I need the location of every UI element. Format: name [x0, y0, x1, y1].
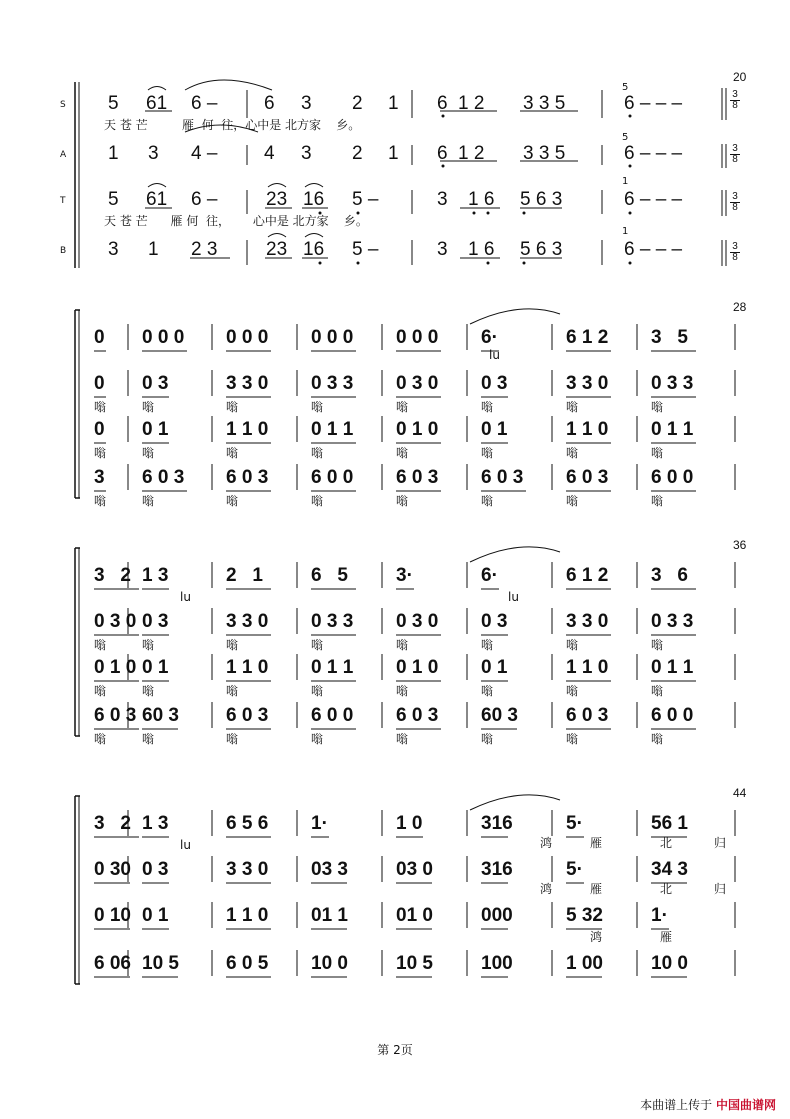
note: 100	[481, 953, 513, 974]
lyric: 鸿	[540, 836, 553, 850]
hum-lyric: 嗡	[94, 638, 107, 652]
lyric: 雁	[590, 836, 603, 850]
note: 10 5	[396, 953, 433, 974]
note: 0 1 1	[311, 657, 354, 678]
note: 1 3	[142, 565, 169, 586]
note: 0 0 0	[311, 327, 354, 348]
note: 23	[266, 239, 288, 260]
note: 6 0 0	[651, 705, 694, 726]
note: 316	[481, 813, 513, 834]
hum-lyric: 嗡	[396, 400, 409, 414]
note: 1 6	[468, 189, 495, 210]
grace-note: 1	[622, 226, 629, 237]
system-3	[0, 538, 790, 750]
note: 10 0	[651, 953, 688, 974]
upload-credit: 本曲谱上传于 中国曲谱网	[640, 1098, 776, 1112]
note: 3	[148, 143, 159, 164]
system-4	[0, 786, 790, 1006]
hum-lyric: 嗡	[651, 638, 664, 652]
note: 3 6	[651, 565, 688, 586]
note: 0 3	[142, 859, 169, 880]
grace-note: 1	[622, 176, 629, 187]
note: 34 3	[651, 859, 688, 880]
hum-lyric: 嗡	[226, 638, 239, 652]
note: 0 30	[94, 859, 131, 880]
note: 0 1 1	[651, 419, 694, 440]
note: 1	[108, 143, 119, 164]
note: 1 00	[566, 953, 603, 974]
hum-lyric: 嗡	[226, 684, 239, 698]
lyric-line: 天 苍 芒 雁 何 往，心中是 北方家 乡。	[104, 118, 361, 132]
note: 6 0 3	[226, 467, 269, 488]
note: 0 3	[481, 373, 508, 394]
note: 0 1	[142, 657, 169, 678]
note: 6 5 6	[226, 813, 269, 834]
hum-lyric: 嗡	[651, 684, 664, 698]
note: 16	[303, 239, 325, 260]
note: 1	[148, 239, 159, 260]
note: 3	[437, 239, 448, 260]
note: 0 0 0	[226, 327, 269, 348]
note: 0 1	[142, 905, 169, 926]
hum-lyric: 嗡	[566, 684, 579, 698]
hum-lyric: 嗡	[566, 446, 579, 460]
lu-lyric: lu	[489, 348, 500, 362]
note: 1	[388, 143, 399, 164]
hum-lyric: 嗡	[142, 446, 155, 460]
note: 3 2	[94, 565, 131, 586]
note: 3 2	[94, 813, 131, 834]
page-number: 第 2页	[377, 1043, 413, 1057]
note: 3 5	[651, 327, 688, 348]
note: 0	[94, 419, 105, 440]
note: 1·	[311, 813, 328, 834]
note: 0 1	[481, 419, 508, 440]
note: 6	[437, 143, 448, 164]
note: 5·	[566, 859, 583, 880]
note: 1 6	[468, 239, 495, 260]
voice-label-s: S	[60, 100, 66, 110]
hum-lyric: 嗡	[481, 684, 494, 698]
voice-label-b: B	[60, 246, 67, 256]
note: 03 0	[396, 859, 433, 880]
note: 3 3 0	[226, 859, 269, 880]
note: 10 0	[311, 953, 348, 974]
note: 0 3 3	[311, 373, 354, 394]
note: 61	[146, 93, 168, 114]
note: 3	[301, 143, 312, 164]
note: 3 3 5	[523, 93, 566, 114]
note: 1 1 0	[566, 657, 609, 678]
hum-lyric: 嗡	[94, 494, 107, 508]
note: 2 1	[226, 565, 263, 586]
time-signature: 3 8	[730, 90, 740, 111]
note: 6 0 3	[142, 467, 185, 488]
hum-lyric: 嗡	[651, 494, 664, 508]
time-signature: 3 8	[730, 192, 740, 213]
note: 0 3	[142, 611, 169, 632]
note: 1 1 0	[226, 419, 269, 440]
hum-lyric: 嗡	[142, 400, 155, 414]
note: 3	[108, 239, 119, 260]
hum-lyric: 嗡	[311, 732, 324, 746]
hum-lyric: 嗡	[566, 400, 579, 414]
note: 5 6 3	[520, 189, 563, 210]
note: 0 1 0	[396, 419, 439, 440]
note: 6 – – –	[624, 93, 683, 114]
note: 6 0 3	[566, 467, 609, 488]
note: 0 1 1	[311, 419, 354, 440]
hum-lyric: 嗡	[481, 400, 494, 414]
note: 6 0 3	[566, 705, 609, 726]
note: 6	[437, 93, 448, 114]
note: 5 6 3	[520, 239, 563, 260]
note: 0 3	[481, 611, 508, 632]
note: 0 0 0	[142, 327, 185, 348]
hum-lyric: 嗡	[226, 400, 239, 414]
note: 6 0 0	[311, 467, 354, 488]
lyric: 雁	[590, 882, 603, 896]
hum-lyric: 嗡	[396, 638, 409, 652]
lyric: 鸿	[540, 882, 553, 896]
hum-lyric: 嗡	[94, 446, 107, 460]
hum-lyric: 嗡	[311, 446, 324, 460]
note: 6 – – –	[624, 239, 683, 260]
note: 56 1	[651, 813, 688, 834]
hum-lyric: 嗡	[311, 684, 324, 698]
note: 0	[94, 327, 105, 348]
hum-lyric: 嗡	[142, 732, 155, 746]
hum-lyric: 嗡	[566, 732, 579, 746]
note: 0 1 0	[94, 657, 137, 678]
measure-number: 28	[733, 300, 747, 314]
note: 0 0 0	[396, 327, 439, 348]
lyric: 归	[714, 882, 727, 896]
system-2	[0, 300, 790, 508]
hum-lyric: 嗡	[566, 494, 579, 508]
lu-lyric: lu	[180, 838, 191, 852]
note: 6 1 2	[566, 565, 609, 586]
note: 1 1 0	[226, 905, 269, 926]
note: 0 3	[142, 373, 169, 394]
note: 3 3 0	[226, 611, 269, 632]
voice-label-t: T	[60, 196, 66, 206]
note: 6 – – –	[624, 189, 683, 210]
hum-lyric: 嗡	[396, 446, 409, 460]
note: 0 1 0	[396, 657, 439, 678]
note: 6 5	[311, 565, 348, 586]
hum-lyric: 嗡	[226, 494, 239, 508]
hum-lyric: 嗡	[94, 684, 107, 698]
hum-lyric: 嗡	[396, 684, 409, 698]
lyric: 雁	[660, 930, 673, 944]
note: 2	[352, 93, 363, 114]
note: 1·	[651, 905, 668, 926]
hum-lyric: 嗡	[311, 400, 324, 414]
note: 0 10	[94, 905, 131, 926]
note: 0 1	[142, 419, 169, 440]
hum-lyric: 嗡	[94, 400, 107, 414]
hum-lyric: 嗡	[566, 638, 579, 652]
voice-label-a: A	[60, 150, 67, 160]
note: 6·	[481, 327, 498, 348]
time-signature: 3 8	[730, 242, 740, 263]
measure-number: 20	[733, 70, 747, 84]
hum-lyric: 嗡	[651, 732, 664, 746]
note: 3	[301, 93, 312, 114]
hum-lyric: 嗡	[651, 446, 664, 460]
note: 3 3 0	[566, 611, 609, 632]
lu-lyric: lu	[180, 590, 191, 604]
lyric: 北	[660, 882, 673, 896]
note: 0 1	[481, 657, 508, 678]
measure-number: 44	[733, 786, 747, 800]
note: 6 1 2	[566, 327, 609, 348]
note: 0	[94, 373, 105, 394]
note: 5 –	[352, 189, 379, 210]
note: 316	[481, 859, 513, 880]
note: 5 32	[566, 905, 603, 926]
note: 60 3	[142, 705, 179, 726]
note: 60 3	[481, 705, 518, 726]
site-logo: 中国曲谱网	[715, 1098, 776, 1112]
system-1	[0, 70, 790, 270]
hum-lyric: 嗡	[142, 684, 155, 698]
note: 0 3 0	[94, 611, 137, 632]
note: 6 0 0	[651, 467, 694, 488]
grace-note: 5	[622, 132, 629, 143]
note: 0 3 3	[651, 611, 694, 632]
note: 000	[481, 905, 513, 926]
hum-lyric: 嗡	[651, 400, 664, 414]
note: 3 3 5	[523, 143, 566, 164]
note: 1 2	[458, 143, 485, 164]
note: 23	[266, 189, 288, 210]
note: 2 3	[191, 239, 218, 260]
note: 1 1 0	[566, 419, 609, 440]
lu-lyric: lu	[508, 590, 519, 604]
grace-note: 5	[622, 82, 629, 93]
note: 10 5	[142, 953, 179, 974]
note: 1 0	[396, 813, 423, 834]
hum-lyric: 嗡	[142, 638, 155, 652]
note: 3	[437, 189, 448, 210]
note: 5·	[566, 813, 583, 834]
note: 0 3 0	[396, 611, 439, 632]
note: 0 3 0	[396, 373, 439, 394]
note: 6 0 5	[226, 953, 269, 974]
note: 6 –	[191, 93, 218, 114]
note: 6 0 3	[396, 705, 439, 726]
hum-lyric: 嗡	[311, 638, 324, 652]
note: 03 3	[311, 859, 348, 880]
note: 4	[264, 143, 275, 164]
note: 6 0 3	[94, 705, 137, 726]
hum-lyric: 嗡	[396, 732, 409, 746]
lyric: 北	[660, 836, 673, 850]
hum-lyric: 嗡	[142, 494, 155, 508]
hum-lyric: 嗡	[226, 446, 239, 460]
note: 61	[146, 189, 168, 210]
hum-lyric: 嗡	[226, 732, 239, 746]
hum-lyric: 嗡	[481, 732, 494, 746]
note: 6·	[481, 565, 498, 586]
note: 0 3 3	[311, 611, 354, 632]
note: 6 –	[191, 189, 218, 210]
note: 01 0	[396, 905, 433, 926]
note: 5	[108, 93, 119, 114]
note: 5	[108, 189, 119, 210]
note: 0 1 1	[651, 657, 694, 678]
note: 6 – – –	[624, 143, 683, 164]
hum-lyric: 嗡	[94, 732, 107, 746]
note: 4 –	[191, 143, 218, 164]
note: 2	[352, 143, 363, 164]
note: 1 1 0	[226, 657, 269, 678]
note: 6 0 3	[226, 705, 269, 726]
note: 3 3 0	[226, 373, 269, 394]
note: 6	[264, 93, 275, 114]
lyric: 归	[714, 836, 727, 850]
lyric: 鸿	[590, 930, 603, 944]
note: 3	[94, 467, 105, 488]
note: 0 3 3	[651, 373, 694, 394]
time-signature: 3 8	[730, 144, 740, 165]
note: 6 0 0	[311, 705, 354, 726]
hum-lyric: 嗡	[311, 494, 324, 508]
measure-number: 36	[733, 538, 747, 552]
note: 3·	[396, 565, 413, 586]
note: 5 –	[352, 239, 379, 260]
note: 1 3	[142, 813, 169, 834]
note: 6 06	[94, 953, 131, 974]
note: 01 1	[311, 905, 348, 926]
hum-lyric: 嗡	[481, 638, 494, 652]
note: 1	[388, 93, 399, 114]
hum-lyric: 嗡	[481, 494, 494, 508]
note: 6 0 3	[396, 467, 439, 488]
note: 16	[303, 189, 325, 210]
hum-lyric: 嗡	[396, 494, 409, 508]
note: 1 2	[458, 93, 485, 114]
lyric-line: 天 苍 芒 雁 何 往， 心中是 北方家 乡。	[104, 214, 368, 228]
note: 3 3 0	[566, 373, 609, 394]
hum-lyric: 嗡	[481, 446, 494, 460]
note: 6 0 3	[481, 467, 524, 488]
